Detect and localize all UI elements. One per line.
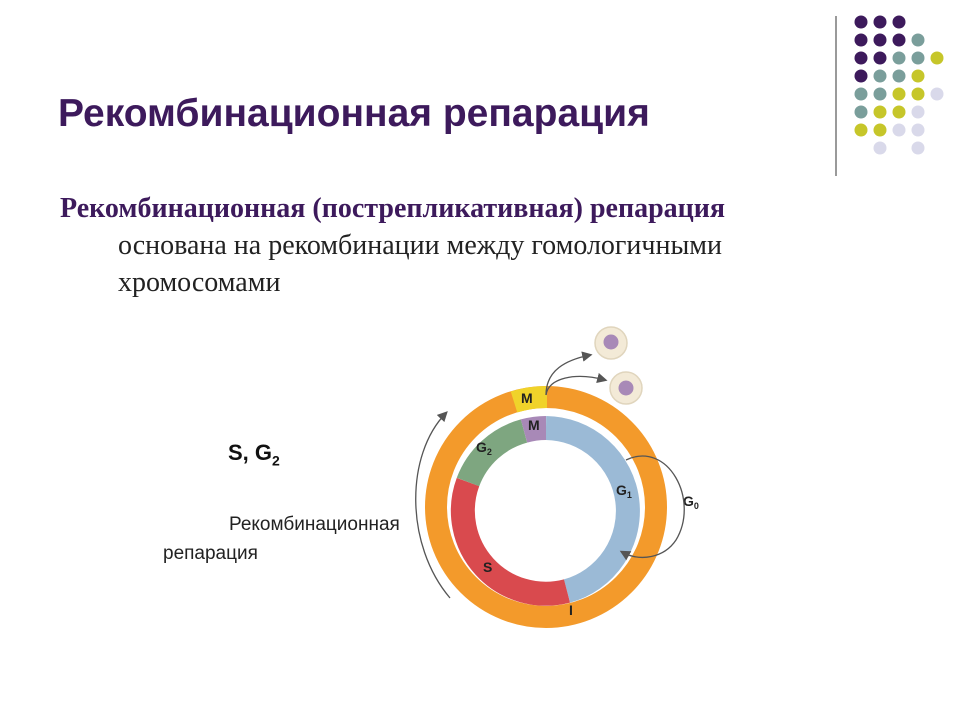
- s-segment: [463, 482, 567, 594]
- g1-label: $G_1$: [616, 482, 632, 500]
- g2-label: $G_2$: [476, 439, 492, 457]
- body-lead-term: Рекомбинационная (пострепликативная) репарация: [60, 193, 726, 224]
- g1-segment: [546, 428, 628, 591]
- daughter-cell-lower: [610, 372, 642, 404]
- m-outer-label: M: [521, 390, 533, 406]
- recombination-repair-label: Рекомбинационная репарация: [163, 514, 400, 564]
- slide-title: Рекомбинационная репарация: [58, 92, 650, 135]
- m-inner-label: M: [528, 417, 540, 433]
- s-g2-phase-label: S, $G_2$: [228, 440, 280, 469]
- body-definition: основана на рекомбинации между гомологичными хромосомами: [118, 230, 722, 298]
- g0-label: $G_0$: [683, 493, 699, 511]
- i-label: I: [569, 602, 573, 618]
- s-label: S: [483, 559, 493, 575]
- daughter-cell-upper: [595, 327, 627, 359]
